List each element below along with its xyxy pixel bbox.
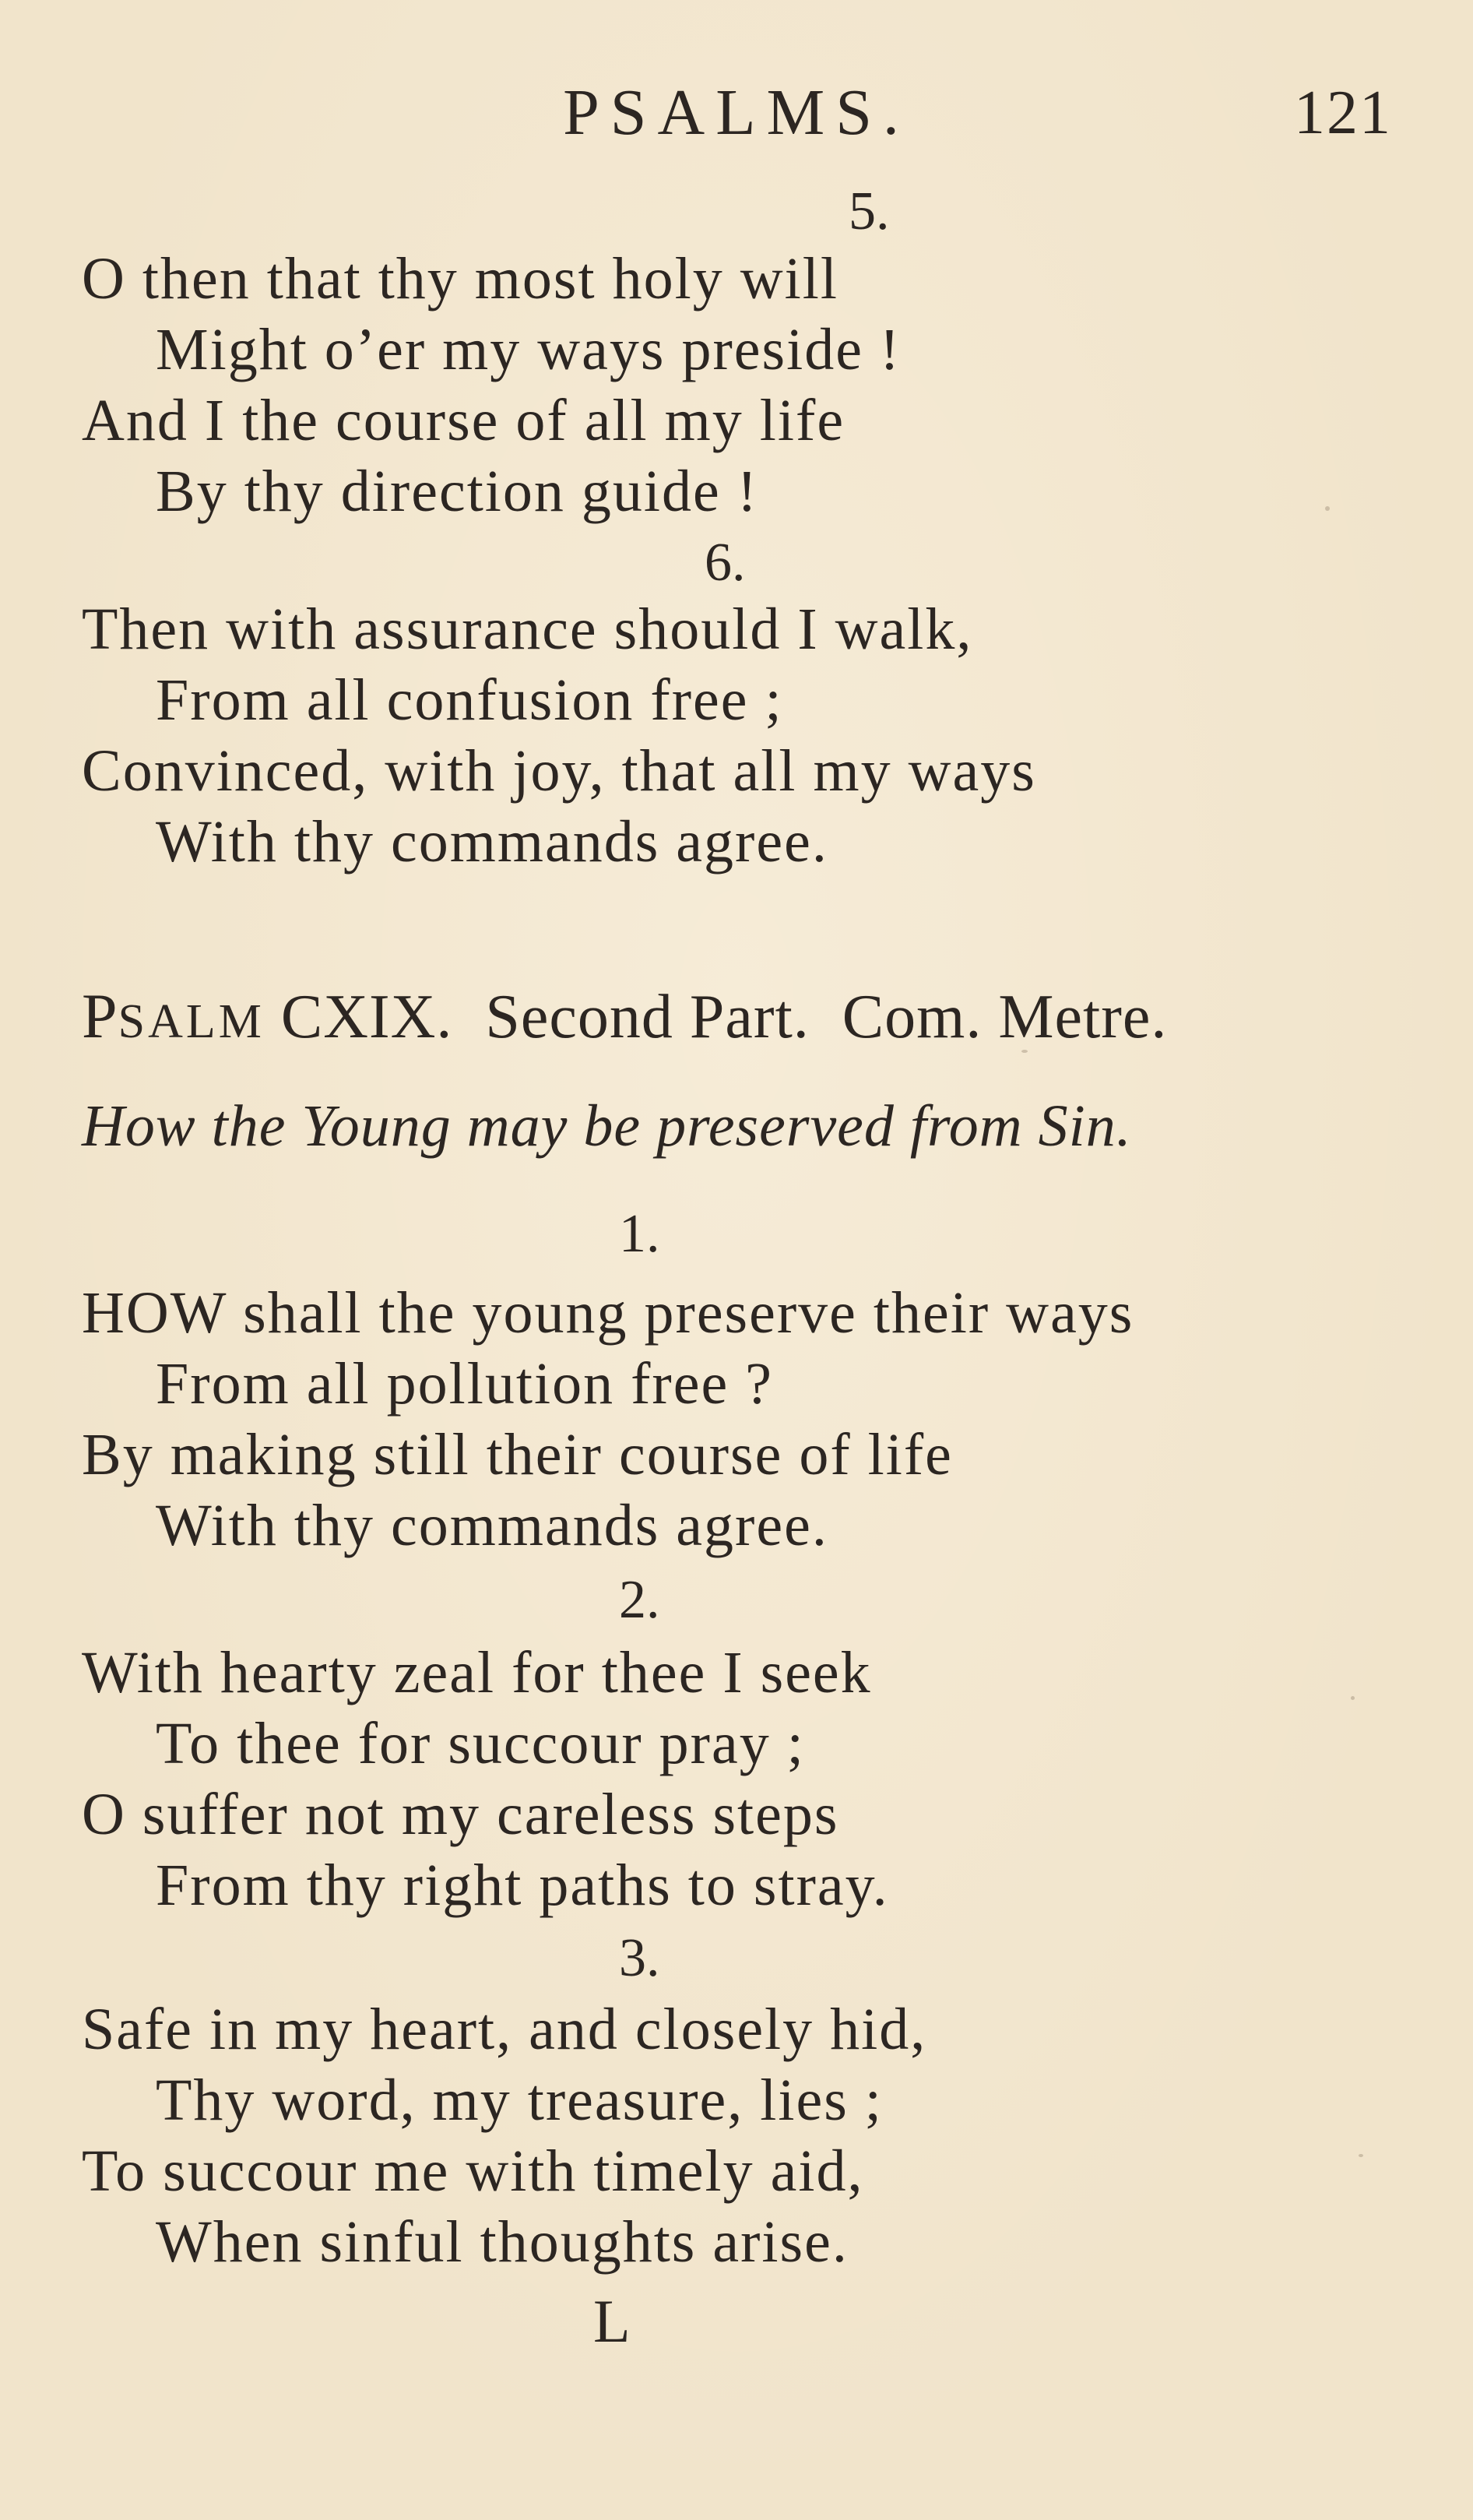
heading-smallcaps: SALM [118,995,265,1048]
paper-speck [1325,506,1330,511]
heading-rest: CXIX. Second Part. Com. Metre. [264,983,1168,1051]
verse-line: O suffer not my careless steps [82,1782,839,1847]
verse-line: From thy right paths to stray. [156,1853,889,1918]
verse-line: By making still their course of life [82,1422,953,1487]
stanza-number: 1. [619,1204,660,1264]
stanza-number: 5. [849,181,890,241]
verse-line: By thy direction guide ! [156,459,759,524]
psalm-subtitle: How the Young may be preserved from Sin. [82,1093,1132,1159]
page-number: 121 [1294,79,1392,147]
verse-line: To succour me with timely aid, [82,2138,864,2204]
verse-line: HOW shall the young preserve their ways [82,1280,1134,1346]
verse-line: From all pollution free ? [156,1351,773,1417]
verse-line: Might o’er my ways preside ! [156,317,902,382]
stanza-number: 6. [705,533,746,593]
psalm-heading [82,979,1167,1059]
verse-line: When sinful thoughts arise. [156,2209,849,2275]
verse-line: And I the course of all my life [82,388,845,453]
verse-line: Then with assurance should I walk, [82,597,973,662]
verse-line: Convinced, with joy, that all my ways [82,738,1036,804]
stanza-number: 3. [619,1928,660,1988]
paper-speck [1351,1696,1355,1700]
stanza-number: 2. [619,1570,660,1630]
verse-line: With thy commands agree. [156,809,828,875]
verse-line: From all confusion free ; [156,667,783,733]
verse-line: To thee for succour pray ; [156,1711,805,1776]
verse-line: Thy word, my treasure, lies ; [156,2068,883,2133]
running-title: PSALMS. [563,76,910,149]
heading-initial: P [82,980,118,1051]
verse-line: O then that thy most holy will [82,246,838,311]
paper-speck [1359,2154,1363,2157]
verse-line: With hearty zeal for thee I seek [82,1640,872,1705]
signature-mark: L [593,2287,631,2355]
verse-line: With thy commands agree. [156,1493,828,1558]
paper-speck [1021,1050,1028,1053]
verse-line: Safe in my heart, and closely hid, [82,1997,927,2062]
